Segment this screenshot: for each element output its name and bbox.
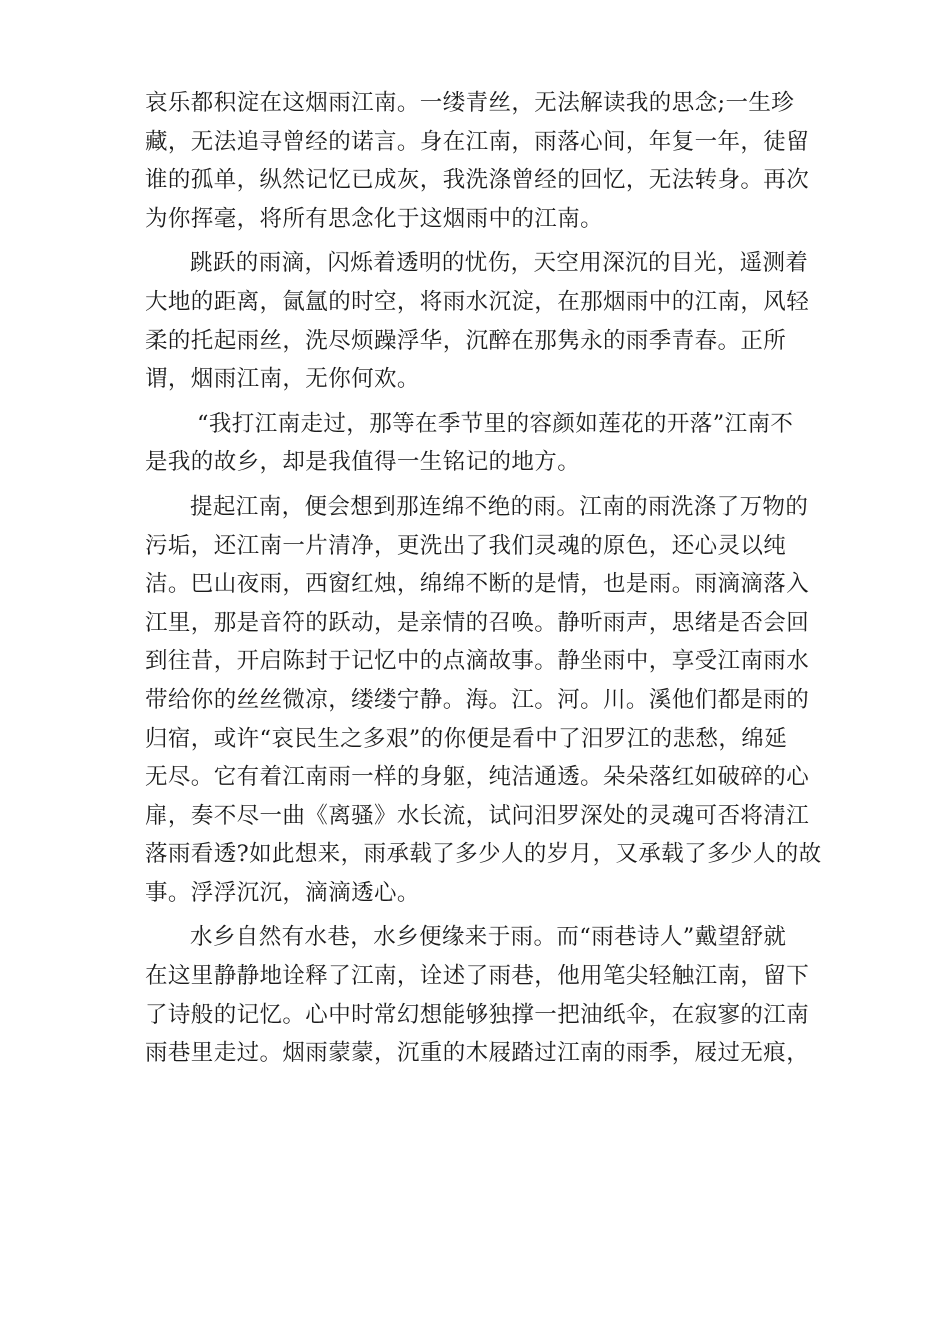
paragraph-2 [145,244,815,398]
text-line: 谓，烟雨江南，无你何欢。 [145,366,420,393]
text-line: 是我的故乡，却是我值得一生铭记的地方。 [145,449,581,476]
text-line: 大地的距离，氤氲的时空，将雨水沉淀，在那烟雨中的江南，风轻 [145,288,810,315]
text-line: 无尽。它有着江南雨一样的身躯，纯洁通透。朵朵落红如破碎的心 [145,764,810,791]
text-line: 水乡自然有水巷，水乡便缘来于雨。而“雨巷诗人”戴望舒就 [190,924,787,951]
text-line: 污垢，还江南一片清净，更洗出了我们灵魂的原色，还心灵以纯 [145,532,787,559]
text-line: 跳跃的雨滴，闪烁着透明的忧伤，天空用深沉的目光，遥测着 [190,250,809,277]
text-line: 带给你的丝丝微凉，缕缕宁静。海。江。河。川。溪他们都是雨的 [145,686,810,713]
text-line: 了诗般的记忆。心中时常幻想能够独撑一把油纸伞，在寂寥的江南 [145,1001,810,1028]
text-line: 洁。巴山夜雨，西窗红烛，绵绵不断的是情，也是雨。雨滴滴落入 [145,571,810,598]
text-line: 哀乐都积淀在这烟雨江南。一缕青丝，无法解读我的思念;一生珍 [145,90,795,116]
text-line: 归宿，或许“哀民生之多艰”的你便是看中了汨罗江的悲愁，绵延 [145,725,788,752]
paragraph-3 [145,405,815,482]
text-line: 柔的托起雨丝，洗尽烦躁浮华，沉醉在那隽永的雨季青春。正所 [145,327,787,354]
paragraph-4 [145,488,822,913]
text-line: 藏，无法追寻曾经的诺言。身在江南，雨落心间，年复一年，徒留 [145,128,810,155]
text-line: 事。浮浮沉沉，滴滴透心。 [145,879,420,906]
text-line: 落雨看透?如此想来，雨承载了多少人的岁月，又承载了多少人的故 [145,841,822,868]
text-line: 到往昔，开启陈封于记忆中的点滴故事。静坐雨中，享受江南雨水 [145,648,810,675]
paragraph-1 [145,84,815,238]
text-line: 江里，那是音符的跃动，是亲情的召唤。静听雨声，思绪是否会回 [145,609,810,636]
text-line: “我打江南走过，那等在季节里的容颜如莲花的开落”江南不 [197,410,794,437]
text-line: 雨巷里走过。烟雨蒙蒙，沉重的木屐踏过江南的雨季，屐过无痕， [145,1040,810,1067]
text-line: 扉，奏不尽一曲《离骚》水长流，试问汨罗深处的灵魂可否将清江 [145,802,810,829]
text-line: 在这里静静地诠释了江南，诠述了雨巷，他用笔尖轻触江南，留下 [145,963,810,990]
text-line: 谁的孤单，纵然记忆已成灰，我洗涤曾经的回忆，无法转身。再次 [145,167,810,194]
text-line: 为你挥毫，将所有思念化于这烟雨中的江南。 [145,205,604,232]
paragraph-5 [145,918,815,1072]
body-text [145,84,822,1079]
text-line: 提起江南，便会想到那连绵不绝的雨。江南的雨洗涤了万物的 [190,493,809,520]
